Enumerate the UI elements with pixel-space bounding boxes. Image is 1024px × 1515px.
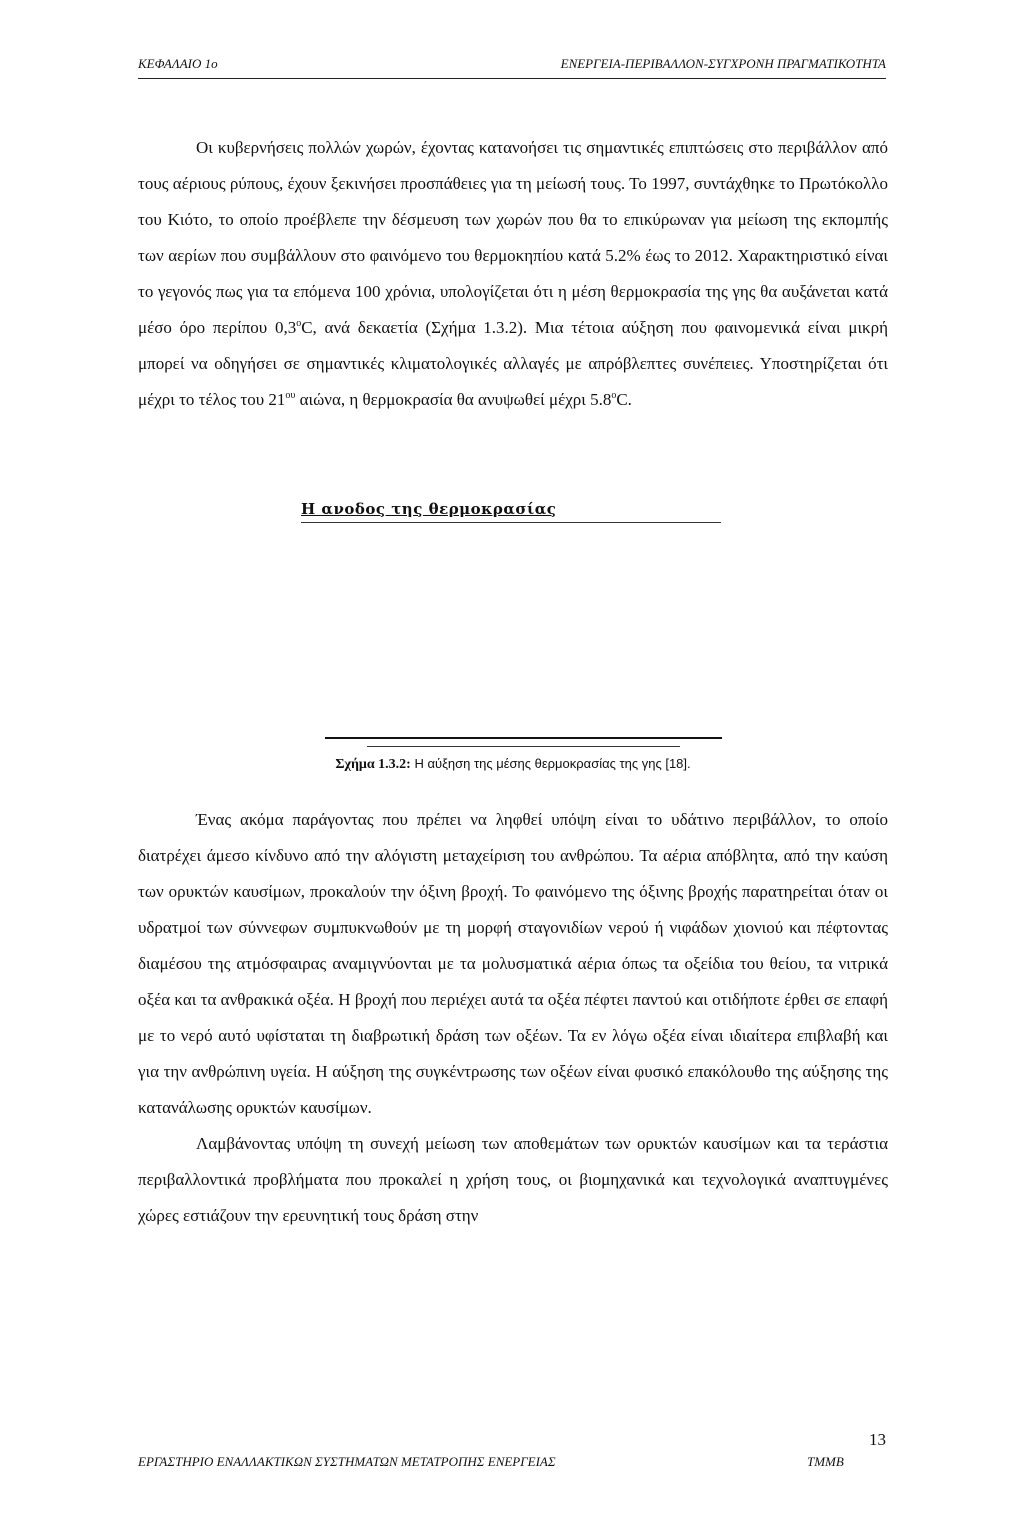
page-number: 13 (869, 1430, 886, 1449)
header-title: ΕΝΕΡΓΕΙΑ-ΠΕΡΙΒΑΛΛΟΝ-ΣΥΓΧΡΟΝΗ ΠΡΑΓΜΑΤΙΚΟΤΗΤΑ (560, 56, 886, 71)
page-footer (138, 1430, 888, 1480)
figure-title-rule (301, 522, 721, 523)
paragraph-text: C, ανά δεκαετία (Σχήμα 1.3.2). Μια τέτοια αύξηση που φαινομενικά είναι μικρή μπορεί να οδηγήσει σε σημαντικές κλιματολογικές αλλαγές με απρόβλεπτες συνέπειες. Υποστηρίζεται ότι μέχρι το τέλος του 21 (138, 318, 888, 409)
figure-caption (138, 756, 888, 773)
footer-lab-name: ΕΡΓΑΣΤΗΡΙΟ ΕΝΑΛΛΑΚΤΙΚΩΝ ΣΥΣΤΗΜΑΤΩΝ ΜΕΤΑΤΡΟΠΗΣ ΕΝΕΡΓΕΙΑΣ (138, 1454, 556, 1469)
footer-department: ΤΜΜΒ (807, 1454, 844, 1469)
header-rule (138, 78, 886, 79)
text-block-bottom (138, 802, 888, 1234)
text-block-top (138, 130, 888, 418)
chapter-label: ΚΕΦΑΛΑΙΟ 1ο (138, 56, 218, 71)
figure-title: Η ανοδος της θερμοκρασίας (301, 500, 557, 518)
paragraph-research: Λαμβάνοντας υπόψη τη συνεχή μείωση των αποθεμάτων των ορυκτών καυσίμων και τα τεράστια περιβαλλοντικά προβλήματα που προκαλεί η χρήση τους, οι βιομηχανικά και τεχνολογικά αναπτυγμένες χώρες εστιάζουν την ερευνητική τους δράση στην (138, 1134, 888, 1225)
caption-text: Η αύξηση της μέσης θερμοκρασίας της γης [18]. (410, 756, 691, 771)
figure-image-area (326, 534, 722, 730)
figure-rule-top (325, 737, 722, 739)
paragraph-greenhouse (138, 130, 888, 418)
paragraph-text: Οι κυβερνήσεις πολλών χωρών, έχοντας κατανοήσει τις σημαντικές επιπτώσεις στο περιβάλλον από τους αέριους ρύπους, έχουν ξεκινήσει προσπάθειες για τη μείωσή τους. Το 1997, συντάχθηκε το Πρωτόκολλο του Κιότο, το οποίο προέβλεπε την δέσμευση των χωρών που θα το επικύρωναν για μείωση της εκπομπής των αερίων που συμβάλλουν στο φαινόμενο του θερμοκηπίου κατά 5.2% έως το 2012. Χαρακτηριστικό είναι το γεγονός πως για τα επόμενα 100 χρόνια, υπολογίζεται ότι η μέση θερμοκρασία της γης θα αυξάνεται κατά μέσο όρο περίπου 0,3 (138, 138, 888, 337)
degree-superscript: ο (296, 318, 302, 329)
degree-superscript: ο (611, 390, 617, 401)
century-superscript: ου (285, 390, 296, 401)
page-header (138, 56, 886, 82)
caption-label: Σχήμα 1.3.2: (335, 757, 411, 772)
paragraph-acid-rain: Ένας ακόμα παράγοντας που πρέπει να ληφθεί υπόψη είναι το υδάτινο περιβάλλον, το οποίο διατρέχει άμεσο κίνδυνο από την αλόγιστη μεταχείριση του ανθρώπου. Τα αέρια απόβλητα, από την καύση των ορυκτών καυσίμων, προκαλούν την όξινη βροχή. Το φαινόμενο της όξινης βροχής παρατηρείται όταν οι υδρατμοί των σύννεφων συμπυκνωθούν με τη μορφή σταγονιδίων νερού ή νιφάδων χιονιού και πέφτοντας διαμέσου της ατμόσφαιρας αναμιγνύονται με τα μολυσματικά αέρια όπως τα οξείδια του θείου, τα νιτρικά οξέα και τα ανθρακικά οξέα. Η βροχή που περιέχει αυτά τα οξέα πέφτει παντού και οτιδήποτε έρθει σε επαφή με το νερό αυτό υφίσταται τη διαβρωτική δράση των οξέων. Τα εν λόγω οξέα είναι ιδιαίτερα επιβλαβή και για την ανθρώπινη υγεία. Η αύξηση της συγκέντρωσης των οξέων είναι φυσικό επακόλουθο της αύξησης της κατανάλωσης ορυκτών καυσίμων. (138, 810, 888, 1117)
figure-rule-bottom (367, 746, 680, 747)
paragraph-text: αιώνα, η θερμοκρασία θα ανυψωθεί μέχρι 5.8 (295, 390, 612, 409)
figure-temperature-rise (138, 486, 888, 786)
paragraph-text: C. (616, 390, 632, 409)
